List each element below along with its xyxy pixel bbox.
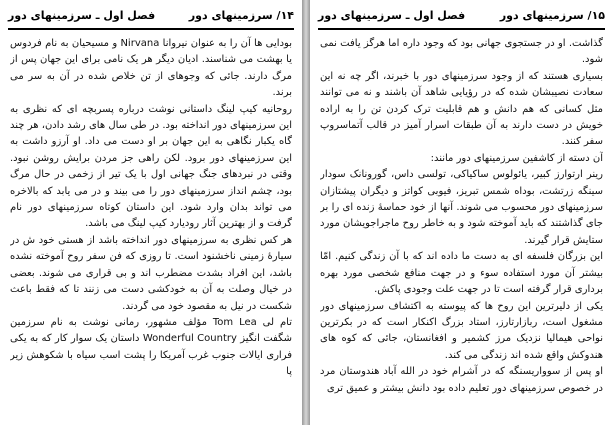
right-page-header [318,8,605,30]
paragraph: او پس از سوواریسنگه که در آشرام خود در الله آباد هندوستان مرد در خصوص سرزمینهای دور تعلیم داده بود دانش بیشتر و عمیق تری [320,366,603,394]
left-running-title: ۱۴/ سرزمینهای دور [188,9,294,22]
paragraph: تام لی Tom Lea مؤلف مشهور، رمانی نوشت به نام سرزمین شگفت انگیز Wonderful Country داستان یک سوار کار که به یکی فراری ایالات جنوب غرب آمریکا را پشت اسب سیاه با شکوهش زیر پا [10,316,292,378]
right-page [310,0,613,425]
left-page-body [10,36,292,419]
paragraph: رینر ارتوارز کبیر، یائولوس ساکیاکی، تولسی داس، گورونانک سودار سینگه زرتشت، بوداه شمس تبریز، فیوبی کواتز و دیگران پیشتازان سرزمینهای دور محسوب می شوند. آنها از خود حماسهٔ زنده ای را بر جای گذاشتند که باید آموخته شود و به خاطر روح ماجراجویشان مورد ستایش قرار گیرند. [320,169,603,246]
right-running-title: ۱۵/ سرزمینهای دور [499,9,605,22]
paragraph: آن دسته از کاشفین سرزمینهای دور مانند: [430,152,603,164]
left-chapter-title: فصل اول ـ سرزمینهای دور [8,9,156,22]
paragraph: روحانیه کیپ لینگ داستانی نوشت درباره پسربچه ای که نظری به این سرزمینهای دور انداخته بود. در طی سال های رشد دادن، هر چند گاه یکبار نگاهی به این جهان بر او دست می داد. او آرزو داشت به این سرزمینهای دور برود. لکن راهی جز مردن برایش روشن نبود. وقتی در نبردهای جنگ جهانی اول با یک تیر از زخمی در حال مرگ بود، چشم انداز سرزمینهای دور را می بیند و در می یابد که بالاخره می تواند بدان وارد شود. این داستان کوتاه سرزمینهای دور نام گرفت و از بهترین آثار رودیارد کیپ لینگ می باشد. [10,103,292,230]
left-page-header [8,8,294,30]
right-page-body [320,36,603,419]
right-chapter-title: فصل اول ـ سرزمینهای دور [318,9,466,22]
book-gutter [302,0,310,425]
paragraph: بودایی ها آن را به عنوان نیروانا Nirvana و مسیحیان به نام فردوس یا بهشت می شناسند. ادیان دیگر هر یک نامی برای این جهان پس از مرگ دارند. جائی که وجوهای از تن خلاص شده در آن به سر می برند. [10,38,292,99]
paragraph: گذاشت. او در جستجوی جهانی بود که وجود داره اما هرگز یافت نمی شود. [320,38,603,66]
paragraph: یکی از دلیرترین این روح ها که پیوسته به اکتشاف سرزمینهای دور مشغول است، ربازارتارز، استاد بزرگ اکنکار است که در بکرترین نواحی هیمالیا نزدیک مرز کشمیر و افغانستان، جائی که کوه های هندوکش واقع شده اند زندگی می کند. [320,300,603,361]
paragraph: بسیاری هستند که از وجود سرزمینهای دور با خبرند، اگر چه نه این سعادت نصیبشان شده که در رؤیایی شاهد آن باشند و نه می توانند مثل کسانی که هم دانش و هم قابلیت ترک کردن تن را به اراده خویش در دست دارند به آن طبقات اسرار آمیز در قالب آتماسروپ سفر کنند. [320,70,603,148]
paragraph: این بزرگان فلسفه ای به دست ما داده اند که با آن زندگی کنیم. امّا بیشتر آن مورد استفاده سوء و در جهت منافع شخصی مورد بهره برداری قرار گرفته است تا در جهت علت وجودی پاکش. [320,251,603,296]
paragraph: هر کس نظری به سرزمینهای دور انداخته باشد از هستی خود ش در سیارهٔ زمینی ناخشنود است. تا روزی که فن سفر روح آموخته نشده باشد، این افراد بشدت مضطرب اند و بی قراری می شوند. بعضی در خیال وصلت به آن به خودکشی دست می زنند تا که فقط باعث شکست در نیل به مقصود خود می گردند. [10,234,292,312]
left-page [0,0,302,425]
